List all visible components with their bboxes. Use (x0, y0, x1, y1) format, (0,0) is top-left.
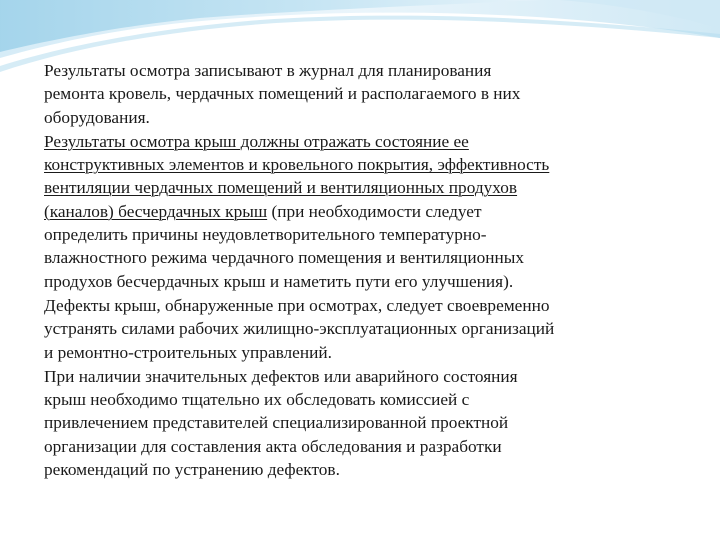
paragraph-roof-defects: Дефекты крыш, обнаруженные при осмотрах, следует своевременно устранять силами рабочих жилищно-эксплуатационных организаций и ремонтно-строительных управлений. (44, 295, 555, 362)
body-text (44, 59, 704, 482)
paragraph-inspection-results (44, 130, 704, 293)
underlined-requirement-text: Результаты осмотра крыш должны отражать состояние ее конструктивных элементов и кровельного покрытия, эффективность вентиляции чердачных помещений и вентиляционных продухов (каналов) бесчердачных крыш (44, 131, 550, 221)
paragraph-inspection-journal: Результаты осмотра записывают в журнал для планирования ремонта кровель, чердачных помещений и располагаемого в них оборудования. (44, 61, 521, 127)
paragraph-inspection-results-rest: (при необходимости следует определить причины неудовлетворительного температурно- влажностного режима чердачного помещения и вентиляционных продухов бесчердачных крыш и наметить пути его улучшения). (44, 201, 524, 291)
paragraph-emergency-inspection: При наличии значительных дефектов или аварийного состояния крыш необходимо тщательно их обследовать комиссией с привлечением представителей специализированной проектной организации для составления акта обследования и разработки рекомендаций по устранению дефектов. (44, 366, 518, 480)
